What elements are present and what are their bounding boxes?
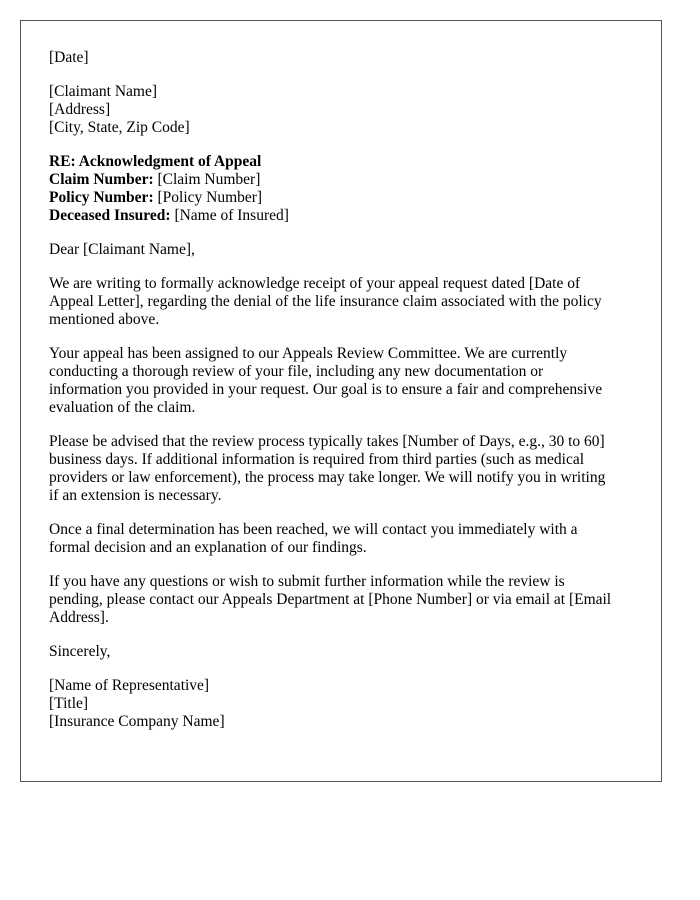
paragraph-line: business days. If additional information is required from third parties (such as medical xyxy=(49,451,585,468)
paragraph-line: formal decision and an explanation of our findings. xyxy=(49,539,367,556)
body-paragraph xyxy=(49,573,633,627)
recipient-address: [Address] xyxy=(49,101,111,118)
deceased-insured-label: Deceased Insured: xyxy=(49,207,171,224)
body-paragraph xyxy=(49,345,633,417)
paragraph-line: Address]. xyxy=(49,609,109,626)
recipient-city-state-zip: [City, State, Zip Code] xyxy=(49,119,190,136)
paragraph-line: Your appeal has been assigned to our Appeals Review Committee. We are currently xyxy=(49,345,568,362)
salutation xyxy=(49,241,633,259)
claim-number-value: [Claim Number] xyxy=(157,171,261,188)
company-name: [Insurance Company Name] xyxy=(49,713,225,730)
paragraph-line: evaluation of the claim. xyxy=(49,399,196,416)
paragraph-line: Once a final determination has been reached, we will contact you immediately with a xyxy=(49,521,578,538)
signature-block xyxy=(49,677,633,731)
letter-document xyxy=(20,20,662,782)
re-line: RE: Acknowledgment of Appeal xyxy=(49,153,262,170)
date-text: [Date] xyxy=(49,49,89,66)
policy-number-value: [Policy Number] xyxy=(157,189,263,206)
deceased-insured-value: [Name of Insured] xyxy=(174,207,289,224)
paragraph-line: conducting a thorough review of your file, including any new documentation or xyxy=(49,363,544,380)
claim-number-label: Claim Number: xyxy=(49,171,154,188)
recipient-address-block xyxy=(49,83,633,137)
body-paragraph xyxy=(49,275,633,329)
body-paragraph xyxy=(49,521,633,557)
paragraph-line: information you provided in your request. Our goal is to ensure a fair and comprehensive xyxy=(49,381,603,398)
paragraph-line: Please be advised that the review process typically takes [Number of Days, e.g., 30 to 60] xyxy=(49,433,605,450)
body-paragraph xyxy=(49,433,633,505)
paragraph-line: pending, please contact our Appeals Department at [Phone Number] or via email at [Email xyxy=(49,591,612,608)
paragraph-line: providers or law enforcement), the process may take longer. We will notify you in writing xyxy=(49,469,606,486)
paragraph-line: Appeal Letter], regarding the denial of the life insurance claim associated with the policy xyxy=(49,293,602,310)
reference-block xyxy=(49,153,633,225)
paragraph-line: if an extension is necessary. xyxy=(49,487,222,504)
closing-text: Sincerely, xyxy=(49,643,111,660)
representative-name: [Name of Representative] xyxy=(49,677,210,694)
paragraph-line: If you have any questions or wish to submit further information while the review is xyxy=(49,573,565,590)
policy-number-line xyxy=(49,189,633,207)
closing xyxy=(49,643,633,661)
policy-number-label: Policy Number: xyxy=(49,189,154,206)
paragraph-line: mentioned above. xyxy=(49,311,160,328)
representative-title: [Title] xyxy=(49,695,89,712)
deceased-insured-line xyxy=(49,207,633,225)
salutation-text: Dear [Claimant Name], xyxy=(49,241,195,258)
recipient-name: [Claimant Name] xyxy=(49,83,158,100)
paragraph-line: We are writing to formally acknowledge receipt of your appeal request dated [Date of xyxy=(49,275,581,292)
claim-number-line xyxy=(49,171,633,189)
letter-date xyxy=(49,49,633,67)
